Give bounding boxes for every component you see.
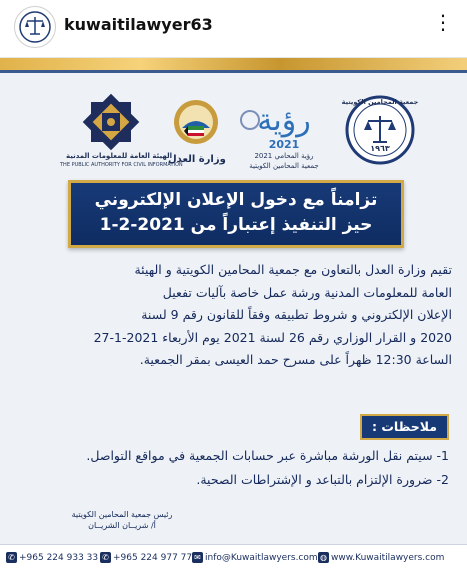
vision-word: رؤية [257,103,311,138]
globe-icon: ◍ [318,552,329,563]
headline-line-2: حيز التنفيذ إعتباراً من 2021-2-1 [99,215,373,235]
website [318,552,444,563]
note-item: 1- سيتم نقل الورشة مباشرة عبر حسابات الجمعية في مواقع التواصل. [86,448,449,463]
email-text: info@Kuwaitlawyers.com [205,552,318,563]
vision-caption-1: رؤية المحامي 2021 [254,152,314,160]
body-line: الإعلان الإلكتروني و شروط تطبيقه وفقاً للقانون رقم 9 لسنة [141,307,452,322]
signature-role: رئيس جمعية المحامين الكويتية [71,510,173,519]
post-header [0,0,467,58]
association-year: ١٩٦٣ [370,144,390,153]
headline-line-1: تزامناً مع دخول الإعلان الإلكتروني [94,190,378,210]
notes-list [19,444,449,492]
phone-2 [100,552,192,563]
association-top-caption: جمعية المحامين الكويتية [341,98,419,106]
scales-of-justice-icon [18,10,52,44]
gold-top-band [0,58,467,70]
signature-name: أ/ شريــان الشريــان [88,521,156,530]
more-options-icon[interactable]: ⋮ [433,10,453,34]
phone-1 [6,552,98,563]
body-line: الساعة 12:30 ظهراً على مسرح حمد العيسى بمقر الجمعية. [139,352,452,367]
notes-label-badge: ملاحظات : [360,414,449,440]
profile-avatar[interactable] [14,6,56,48]
body-line: 2020 و القرار الوزاري رقم 26 لسنة 2021 يوم الأربعاء 2021-1-27 [93,329,452,345]
kuwait-emblem-icon [168,92,224,152]
phone-icon: ✆ [100,552,111,563]
body-line: تقيم وزارة العدل بالتعاون مع جمعية المحامين الكويتية و الهيئة [134,262,452,277]
ministry-of-justice-logo [168,92,224,174]
post-image [0,58,467,573]
logo-row [0,84,467,194]
phone-2-text: +965 224 977 77 [113,552,193,563]
civil-information-caption-en: THE PUBLIC AUTHORITY FOR CIVIL INFORMATION [60,162,183,168]
post-username[interactable]: kuwaitilawyer63 [64,15,213,34]
phone-1-text: +965 224 933 33 [19,552,99,563]
civil-information-emblem-icon [66,92,156,152]
note-item: 2- ضرورة الإلتزام بالتباعد و الإشتراطات الصحية. [196,472,449,487]
body-line: العامة للمعلومات المدنية ورشة عمل خاصة بآليات تفعيل [162,284,452,300]
vision-2021-logo [232,96,336,176]
civil-information-caption-ar: الهيئة العامة للمعلومات المدنية [66,152,172,160]
phone-icon: ✆ [6,552,17,563]
lawyers-association-logo [341,86,419,178]
justice-caption: وزارة العدل [168,154,226,165]
vision-wordmark-icon [232,96,336,140]
signature-block [62,509,182,531]
navy-top-band [0,70,467,73]
email-icon: ✉ [192,552,203,563]
vision-caption-2: جمعية المحامين الكويتية [249,162,319,170]
vision-year: 2021 [268,138,300,151]
contact-footer [0,544,467,573]
email [192,552,318,563]
civil-information-logo [60,92,183,174]
headline-banner [68,180,404,248]
website-text: www.Kuwaitilawyers.com [331,552,445,563]
announcement-body [14,259,452,372]
